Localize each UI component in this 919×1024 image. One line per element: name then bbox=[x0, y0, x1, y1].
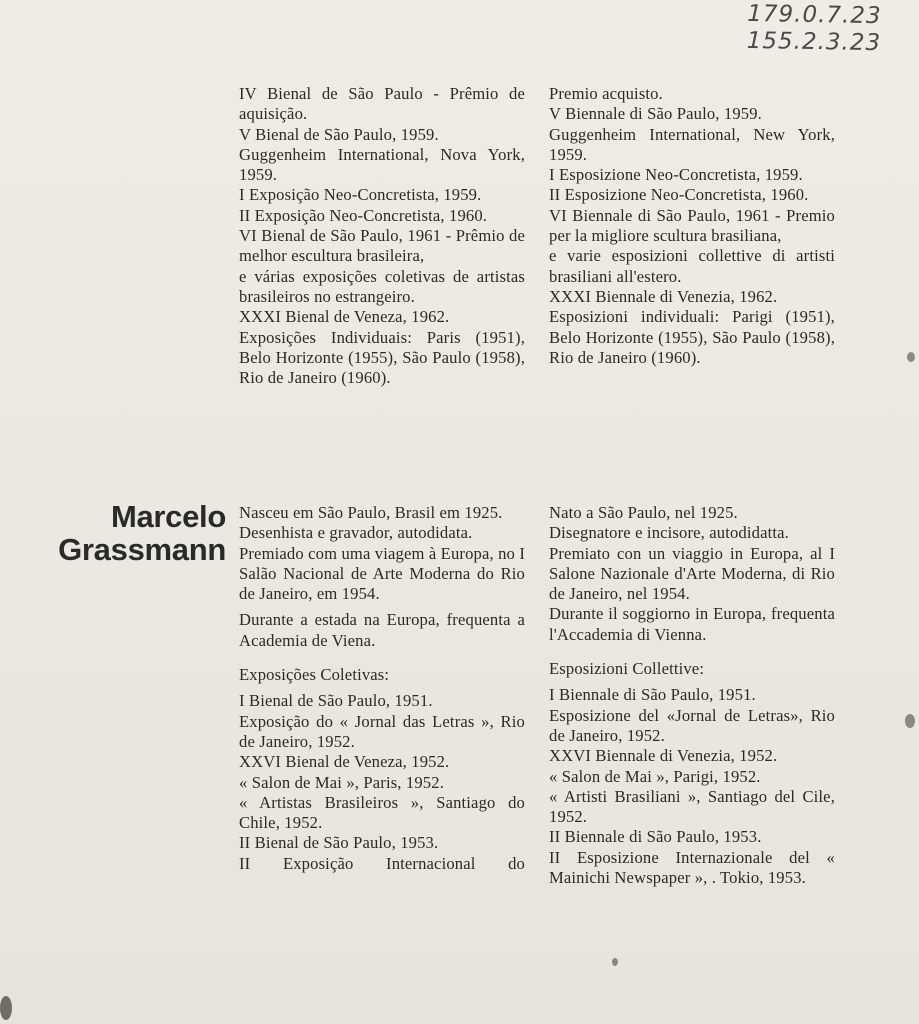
portuguese-biography-column bbox=[239, 503, 525, 874]
text-line: Durante il soggiorno in Europa, frequenta l'Accademia di Vienna. bbox=[549, 604, 835, 644]
text-line: Guggenheim International, New York, 1959. bbox=[549, 124, 835, 164]
handwritten-line-2: 155.2.3.23 bbox=[746, 27, 881, 57]
text-line: I Exposição Neo-Concretista, 1959. bbox=[239, 185, 482, 205]
text-line: Nasceu em São Paulo, Brasil em 1925. bbox=[239, 503, 503, 522]
italian-exhibitions-column bbox=[549, 84, 835, 368]
text-line: e varie esposizioni collettive di artisti brasiliani all'estero. bbox=[549, 246, 835, 286]
text-line: I Bienal de São Paulo, 1951. bbox=[239, 691, 433, 711]
text-line: V Biennale di São Paulo, 1959. bbox=[549, 104, 762, 124]
artist-last-name: Grassmann bbox=[58, 532, 226, 567]
text-line: Esposizione del «Jornal de Letras», Rio de Janeiro, 1952. bbox=[549, 705, 835, 745]
text-line: I Esposizione Neo-Concretista, 1959. bbox=[549, 165, 803, 185]
text-line: « Artistas Brasileiros », Santiago do Chile, 1952. bbox=[239, 792, 525, 833]
artist-name bbox=[40, 500, 226, 566]
text-line: II Exposição Neo-Concretista, 1960. bbox=[239, 205, 488, 225]
text-line: « Salon de Mai », Paris, 1952. bbox=[239, 772, 444, 792]
paper-blemish bbox=[0, 996, 12, 1020]
text-line: XXVI Bienal de Veneza, 1952. bbox=[239, 752, 450, 772]
text-line: XXVI Biennale di Venezia, 1952. bbox=[549, 746, 778, 766]
paper-blemish bbox=[905, 714, 915, 728]
paper-blemish bbox=[612, 958, 618, 966]
portuguese-exhibitions-column bbox=[239, 84, 525, 388]
text-line: Esposizioni individuali: Parigi (1951), Belo Horizonte (1955), São Paulo (1958), Rio de Janeiro (1960). bbox=[549, 307, 835, 367]
text-line: V Bienal de São Paulo, 1959. bbox=[239, 124, 439, 144]
section-heading: Exposições Coletivas: bbox=[239, 665, 390, 685]
text-line: II Esposizione Neo-Concretista, 1960. bbox=[549, 185, 809, 205]
italian-biography-column bbox=[549, 503, 835, 888]
text-line: I Biennale di São Paulo, 1951. bbox=[549, 685, 756, 705]
text-line: Exposição do « Jornal das Letras », Rio de Janeiro, 1952. bbox=[239, 711, 525, 751]
text-line: VI Biennale di São Paulo, 1961 - Premio per la migliore scultura brasiliana, bbox=[549, 205, 835, 246]
text-line: VI Bienal de São Paulo, 1961 - Prêmio de melhor escultura brasileira, bbox=[239, 226, 525, 266]
text-line: Exposições Individuais: Paris (1951), Belo Horizonte (1955), São Paulo (1958), Rio de Janeiro (1960). bbox=[239, 327, 525, 388]
text-line: Premiado com uma viagem à Europa, no I Salão Nacional de Arte Moderna do Rio de Janeiro, em 1954. bbox=[239, 543, 525, 604]
handwritten-note bbox=[746, 1, 881, 57]
text-line: Premiato con un viaggio in Europa, al I Salone Nazionale d'Arte Moderna, di Rio de Janeiro, nel 1954. bbox=[549, 543, 835, 604]
text-line: Disegnatore e incisore, autodidatta. bbox=[549, 523, 789, 543]
text-line: Desenhista e gravador, autodidata. bbox=[239, 523, 473, 543]
text-line: II Biennale di São Paulo, 1953. bbox=[549, 827, 762, 847]
artist-first-name: Marcelo bbox=[110, 499, 226, 534]
text-line: Premio acquisto. bbox=[549, 84, 663, 103]
text-line: Guggenheim International, Nova York, 1959. bbox=[239, 144, 525, 185]
text-line: e várias exposições coletivas de artistas brasileiros no estrangeiro. bbox=[239, 266, 525, 306]
text-line: Nato a São Paulo, nel 1925. bbox=[549, 503, 738, 522]
section-heading: Esposizioni Collettive: bbox=[549, 659, 705, 679]
text-line: Durante a estada na Europa, frequenta a Academia de Viena. bbox=[239, 610, 525, 650]
text-line: II Esposizione Internazionale del « Mainichi Newspaper », . Tokio, 1953. bbox=[549, 847, 835, 888]
text-line: II Exposição Internacional do bbox=[239, 853, 525, 873]
text-line: IV Bienal de São Paulo - Prêmio de aquisição. bbox=[239, 84, 525, 124]
paper-blemish bbox=[907, 352, 915, 362]
text-line: XXXI Bienal de Veneza, 1962. bbox=[239, 307, 450, 327]
text-line: XXXI Biennale di Venezia, 1962. bbox=[549, 286, 778, 306]
text-line: « Salon de Mai », Parigi, 1952. bbox=[549, 766, 761, 786]
handwritten-line-1: 179.0.7.23 bbox=[746, 0, 882, 30]
text-line: II Bienal de São Paulo, 1953. bbox=[239, 833, 439, 853]
text-line: « Artisti Brasiliani », Santiago del Cile, 1952. bbox=[549, 786, 835, 827]
